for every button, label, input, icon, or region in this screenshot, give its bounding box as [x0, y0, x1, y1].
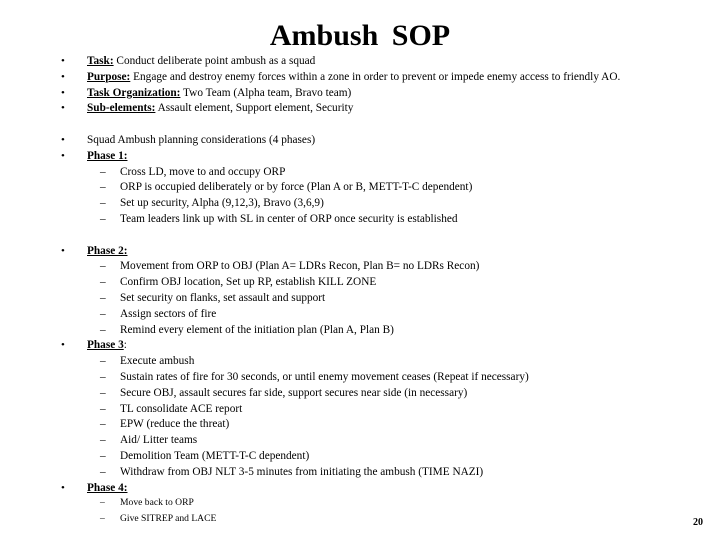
bullet-heading: Phase 2:: [87, 244, 128, 257]
bullet-item: [0, 148, 720, 164]
bullet-text: [120, 211, 458, 227]
bullet-marker: •: [61, 70, 65, 83]
sub-bullet-item: [0, 258, 720, 274]
dash-marker: –: [100, 402, 106, 415]
bullet-item: [0, 85, 720, 101]
bullet-text: [87, 132, 315, 148]
bullet-text: [87, 480, 127, 496]
bullet-body: :: [123, 339, 127, 352]
sub-bullet-item: [0, 322, 720, 338]
sub-bullet-item: [0, 290, 720, 306]
bullet-item: [0, 132, 720, 148]
dash-marker: –: [100, 197, 106, 210]
dash-marker: –: [100, 181, 106, 194]
bullet-item: [0, 480, 720, 496]
sub-bullet-item: [0, 511, 720, 527]
sub-bullet-item: [0, 448, 720, 464]
bullet-body: Movement from ORP to OBJ (Plan A= LDRs Recon, Plan B= no LDRs Recon): [120, 260, 480, 273]
bullet-item: [0, 69, 720, 85]
bullet-text: [120, 385, 467, 401]
bullet-text: [120, 448, 309, 464]
bullet-body: Secure OBJ, assault secures far side, support secures near side (in necessary): [120, 386, 468, 399]
dash-marker: –: [100, 165, 106, 178]
dash-marker: –: [100, 213, 106, 225]
bullet-marker: •: [61, 86, 65, 99]
dash-marker: –: [100, 260, 106, 273]
sub-bullet-item: [0, 464, 720, 480]
bullet-text: [120, 306, 216, 322]
bullet-marker: •: [61, 102, 65, 115]
bullet-heading: Phase 3: [87, 339, 124, 352]
dash-marker: –: [100, 497, 105, 509]
bullet-body: Set up security, Alpha (9,12,3), Bravo (3,6,9): [120, 197, 324, 210]
bullet-heading: Phase 4:: [87, 481, 128, 494]
bullet-text: [87, 337, 127, 353]
sub-bullet-item: [0, 495, 720, 511]
bullet-body: Conduct deliberate point ambush as a squad: [113, 55, 316, 67]
dash-marker: –: [100, 465, 106, 478]
bullet-marker: •: [61, 149, 65, 162]
bullet-body: Two Team (Alpha team, Bravo team): [180, 86, 352, 99]
dash-marker: –: [100, 386, 106, 399]
bullet-text: [87, 69, 620, 85]
dash-marker: –: [100, 418, 106, 431]
bullet-body: Withdraw from OBJ NLT 3-5 minutes from initiating the ambush (TIME NAZI): [120, 465, 484, 478]
bullet-text: [120, 511, 216, 527]
sub-bullet-item: [0, 306, 720, 322]
bullet-text: [87, 53, 315, 69]
dash-marker: –: [100, 276, 106, 289]
bullet-heading: Task Organization:: [87, 86, 181, 99]
bullet-text: [120, 195, 324, 211]
dash-marker: –: [100, 513, 105, 525]
sub-bullet-item: [0, 211, 720, 227]
dash-marker: –: [100, 355, 106, 368]
bullet-text: [120, 274, 376, 290]
bullet-body: TL consolidate ACE report: [120, 402, 243, 415]
bullet-text: [87, 148, 127, 164]
bullet-item: [0, 337, 720, 353]
bullet-body: Team leaders link up with SL in center of ORP once security is established: [120, 213, 458, 225]
dash-marker: –: [100, 371, 106, 383]
bullet-text: [120, 164, 285, 180]
bullet-item: [0, 53, 720, 69]
bullet-marker: •: [61, 339, 65, 352]
sub-bullet-item: [0, 416, 720, 432]
bullet-body: Move back to ORP: [120, 497, 194, 509]
bullet-marker: •: [61, 55, 65, 67]
bullet-text: [120, 179, 472, 195]
bullet-heading: Sub-elements:: [87, 102, 156, 115]
bullet-body: Set security on flanks, set assault and support: [120, 292, 326, 304]
bullet-text: [120, 401, 242, 417]
bullet-heading: Task:: [87, 55, 114, 67]
bullet-body: Execute ambush: [120, 355, 195, 368]
bullet-body: Cross LD, move to and occupy ORP: [120, 165, 286, 178]
bullet-body: ORP is occupied deliberately or by force (Plan A or B, METT-T-C dependent): [120, 181, 473, 194]
page-number: 20: [693, 517, 703, 528]
bullet-text: [120, 416, 229, 432]
bullet-body: Aid/ Litter teams: [120, 434, 198, 447]
bullet-text: [87, 85, 351, 101]
dash-marker: –: [100, 307, 106, 320]
dash-marker: –: [100, 434, 106, 447]
bullet-text: [120, 464, 483, 480]
bullet-item: [0, 243, 720, 259]
sub-bullet-item: [0, 369, 720, 385]
bullet-heading: Phase 1:: [87, 149, 128, 162]
bullet-text: [120, 290, 325, 306]
bullet-text: [87, 100, 353, 116]
bullet-body: Remind every element of the initiation plan (Plan A, Plan B): [120, 323, 394, 336]
bullet-body: Sustain rates of fire for 30 seconds, or until enemy movement ceases (Repeat if necessary): [120, 371, 529, 383]
bullet-text: [120, 432, 197, 448]
bullet-text: [120, 495, 194, 511]
bullet-body: Assault element, Support element, Security: [155, 102, 354, 115]
sub-bullet-item: [0, 164, 720, 180]
bullet-body: Demolition Team (METT-T-C dependent): [120, 450, 310, 462]
bullet-body: Squad Ambush planning considerations (4 phases): [87, 134, 316, 146]
bullet-body: Give SITREP and LACE: [120, 513, 217, 525]
bullet-marker: •: [61, 244, 65, 257]
dash-marker: –: [100, 292, 106, 304]
sub-bullet-item: [0, 401, 720, 417]
dash-marker: –: [100, 323, 106, 336]
sub-bullet-item: [0, 353, 720, 369]
bullet-text: [120, 369, 529, 385]
bullet-marker: •: [61, 134, 65, 146]
slide-title: Ambush SOP: [269, 19, 451, 52]
sub-bullet-item: [0, 432, 720, 448]
bullet-text: [120, 322, 394, 338]
sub-bullet-item: [0, 385, 720, 401]
dash-marker: –: [100, 450, 106, 462]
sub-bullet-item: [0, 195, 720, 211]
bullet-text: [120, 353, 194, 369]
bullet-body: Confirm OBJ location, Set up RP, establish KILL ZONE: [120, 276, 377, 289]
bullet-marker: •: [61, 481, 65, 494]
bullet-text: [120, 258, 479, 274]
sub-bullet-item: [0, 179, 720, 195]
bullet-body: EPW (reduce the threat): [120, 418, 230, 431]
sub-bullet-item: [0, 274, 720, 290]
bullet-body: Assign sectors of fire: [120, 307, 217, 320]
bullet-text: [87, 243, 127, 259]
bullet-heading: Purpose:: [87, 70, 131, 83]
bullet-body: Engage and destroy enemy forces within a zone in order to prevent or impede enemy access to friendly AO.: [130, 70, 621, 83]
bullet-item: [0, 100, 720, 116]
